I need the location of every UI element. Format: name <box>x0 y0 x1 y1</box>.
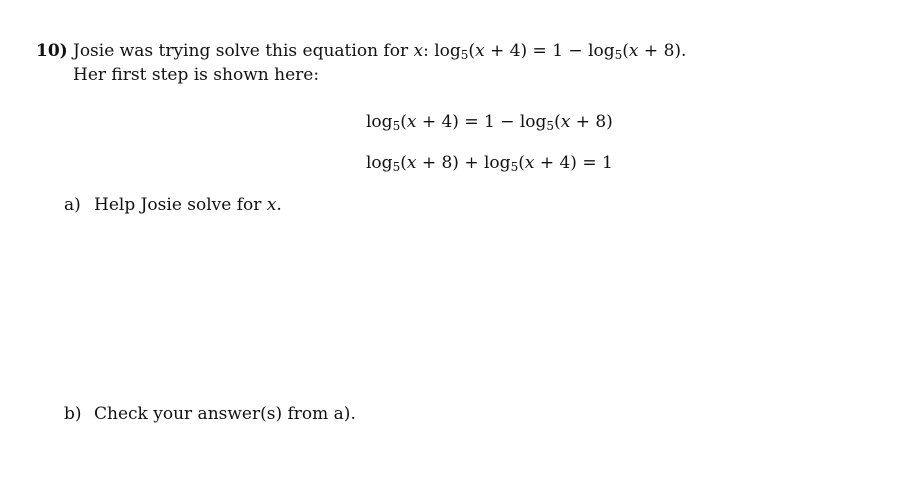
log-base: 5 <box>614 48 623 62</box>
step-equation-2 <box>366 152 613 174</box>
paren-open: ( <box>400 112 407 132</box>
equation-fragment: + 4) = 1 <box>534 153 613 173</box>
part-a-label: a) <box>64 195 81 215</box>
log-base: 5 <box>392 119 401 133</box>
question-number: 10) <box>36 41 68 61</box>
inline-equation <box>434 41 686 61</box>
equation-fragment: + 8) <box>570 112 613 132</box>
log-base: 5 <box>460 48 469 62</box>
log-symbol: log <box>484 153 511 173</box>
variable-x: x <box>475 41 485 61</box>
paren-open: ( <box>518 153 525 173</box>
variable-x: x <box>266 195 277 215</box>
variable-x: x <box>524 153 535 173</box>
equation-fragment: + 4) = 1 − <box>416 112 520 132</box>
variable-x: x <box>406 112 417 132</box>
paren-open: ( <box>622 41 629 61</box>
equation-fragment: + 8). <box>638 41 687 61</box>
part-b-prompt: Check your answer(s) from a). <box>94 404 356 424</box>
part-a-prompt <box>94 194 282 216</box>
variable-x: x <box>560 112 571 132</box>
equation-fragment: + 8) + <box>416 153 484 173</box>
log-symbol: log <box>366 112 393 132</box>
paren-open: ( <box>400 153 407 173</box>
log-symbol: log <box>434 41 461 61</box>
log-base: 5 <box>392 160 401 174</box>
equation-fragment: + 4) = 1 − <box>484 41 589 61</box>
prompt-intro: Josie was trying solve this equation for <box>73 41 414 61</box>
step-equation-1 <box>366 111 613 133</box>
log-base: 5 <box>510 160 519 174</box>
log-base: 5 <box>546 119 555 133</box>
paren-open: ( <box>554 112 561 132</box>
log-symbol: log <box>588 41 615 61</box>
question-prompt <box>73 40 686 62</box>
prompt-colon: : <box>423 41 435 61</box>
question-second-line: Her first step is shown here: <box>73 65 320 85</box>
log-symbol: log <box>519 112 547 132</box>
variable-x: x <box>413 41 424 61</box>
variable-x: x <box>628 41 639 61</box>
period: . <box>276 195 282 215</box>
variable-x: x <box>406 153 417 173</box>
part-b-label: b) <box>64 404 82 424</box>
part-a-text: Help Josie solve for <box>94 195 267 215</box>
paren-open: ( <box>468 41 476 61</box>
log-symbol: log <box>366 153 393 173</box>
